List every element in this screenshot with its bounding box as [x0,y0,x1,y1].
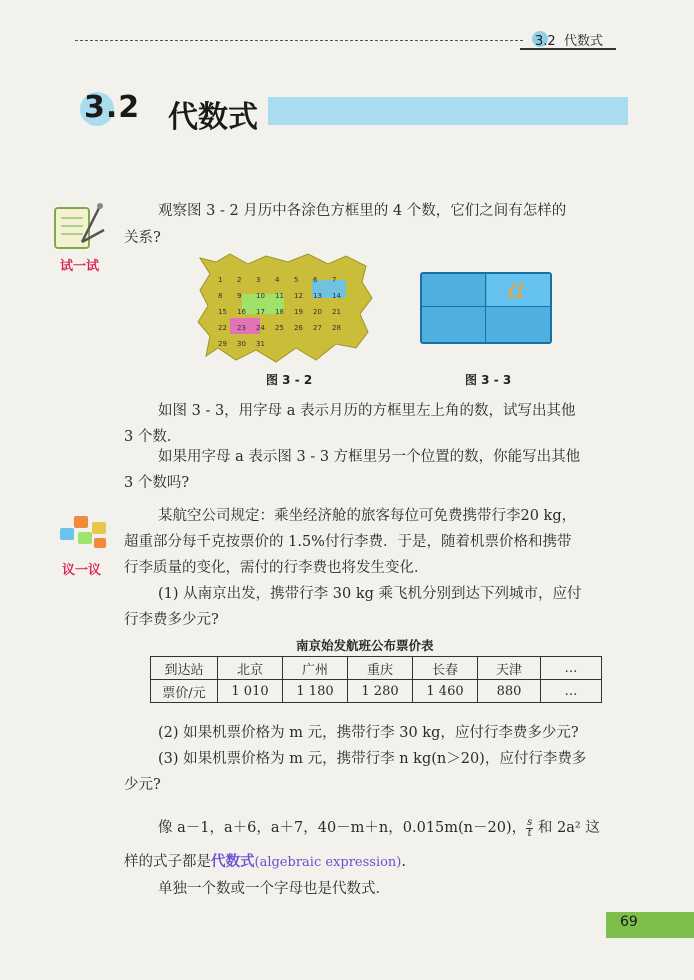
calendar-day: 14 [332,292,341,300]
table-cell: 重庆 [348,657,413,680]
expr-suffix: 和 2a² 这 [533,820,600,836]
header-rule [75,40,523,41]
table-cell: 到达站 [151,657,218,680]
table-cell: 1 280 [348,680,413,703]
p2-line2: 3 个数. [124,429,172,445]
calendar-day: 21 [332,308,341,316]
table-cell: … [541,680,602,703]
calendar-day: 17 [256,308,265,316]
grid-hline [422,306,550,307]
calendar-day: 3 [256,276,261,284]
table-row [151,680,602,703]
calendar-day: 8 [218,292,223,300]
calendar-day: 25 [275,324,284,332]
calendar-day: 30 [237,340,246,348]
p4-line2: 超重部分每千克按票价的 1.5%付行李费．于是，随着机票价格和携带 [124,534,572,550]
def-keyword: 代数式 [211,853,255,870]
table-cell: 880 [478,680,541,703]
fare-table [150,656,602,703]
def-text: 样的式子都是 [124,854,211,870]
p4-line1: 某航空公司规定：乘坐经济舱的旅客每位可免费携带行李20 kg， [158,508,577,524]
calendar-day: 10 [256,292,265,300]
calendar-day: 24 [256,324,265,332]
q3-line1: (3) 如果机票价格为 m 元，携带行李 n kg(n＞20)，应付行李费多 [158,751,587,767]
grid-vline [485,274,486,342]
fig3-caption: 图 3 - 3 [465,373,512,387]
grid-letter-a: a [508,272,525,305]
p3-line2: 3 个数吗? [124,475,190,491]
table-cell: 长春 [413,657,478,680]
calendar-day: 23 [237,324,246,332]
calendar-day: 7 [332,276,337,284]
grid-figure [420,272,552,344]
calendar-day: 1 [218,276,223,284]
calendar-day: 19 [294,308,303,316]
table-row [151,657,602,680]
calendar-day: 20 [313,308,322,316]
table-cell: 北京 [218,657,283,680]
table-cell: 天津 [478,657,541,680]
calendar-day: 18 [275,308,284,316]
table-cell: 1 180 [283,680,348,703]
p2-line1: 如图 3 - 3，用字母 a 表示月历的方框里左上角的数，试写出其他 [158,403,576,419]
calendar-svg [196,252,374,364]
discuss-label: 议一议 [62,563,102,578]
q3-line2: 少元? [124,777,161,793]
p1-line2: 关系? [124,230,161,246]
header-section [535,30,603,49]
table-cell: 1 010 [218,680,283,703]
calendar-day: 27 [313,324,322,332]
calendar-figure [196,252,374,364]
table-cell: … [541,657,602,680]
table-cell: 1 460 [413,680,478,703]
calendar-day: 31 [256,340,265,348]
calendar-day: 9 [237,292,242,300]
discuss-icon [56,512,112,556]
calendar-day: 15 [218,308,227,316]
q2-line: (2) 如果机票价格为 m 元，携带行李 30 kg，应付行李费多少元? [158,725,579,741]
q1-line1: (1) 从南京出发，携带行李 30 kg 乘飞机分别到达下列城市，应付 [158,586,582,602]
last-line: 单独一个数或一个字母也是代数式． [158,881,390,897]
q1-line2: 行李费多少元? [124,612,219,628]
p3-line1: 如果用字母 a 表示图 3 - 3 方框里另一个位置的数，你能写出其他 [158,449,581,465]
calendar-day: 26 [294,324,303,332]
calendar-day: 6 [313,276,318,284]
header-section-name: 代数式 [563,34,603,49]
section-title: 代数式 [168,100,258,135]
definition-line [124,848,406,876]
table-cell: 广州 [283,657,348,680]
header-section-num: 3.2 [535,34,556,49]
def-english: (algebraic expression) [254,855,402,870]
page-number: 69 [620,914,638,930]
frac-denominator: t [527,827,532,839]
p4-line3: 行李质量的变化，需付的行李费也将发生变化． [124,560,429,576]
fare-table-wrap [150,656,602,703]
table-title: 南京始发航班公布票价表 [296,638,434,653]
calendar-day: 22 [218,324,227,332]
fig2-caption: 图 3 - 2 [266,373,313,387]
calendar-day: 11 [275,292,284,300]
table-cell: 票价/元 [151,680,218,703]
calendar-day: 2 [237,276,242,284]
section-title-bar [268,97,628,125]
p1-line1: 观察图 3 - 2 月历中各涂色方框里的 4 个数，它们之间有怎样的 [158,203,567,219]
calendar-day: 5 [294,276,299,284]
calendar-day: 28 [332,324,341,332]
try-icon [52,198,108,254]
calendar-day: 13 [313,292,322,300]
section-number: 3.2 [84,90,141,125]
expression-line [158,815,600,842]
calendar-day: 12 [294,292,303,300]
expr-prefix: 像 a－1，a＋6，a＋7，40－m＋n，0.015m(n－20)， [158,820,527,836]
frac-numerator: s [527,816,533,828]
calendar-day: 4 [275,276,280,284]
def-end: . [401,854,406,870]
calendar-day: 29 [218,340,227,348]
calendar-day: 16 [237,308,246,316]
try-label: 试一试 [60,259,100,274]
